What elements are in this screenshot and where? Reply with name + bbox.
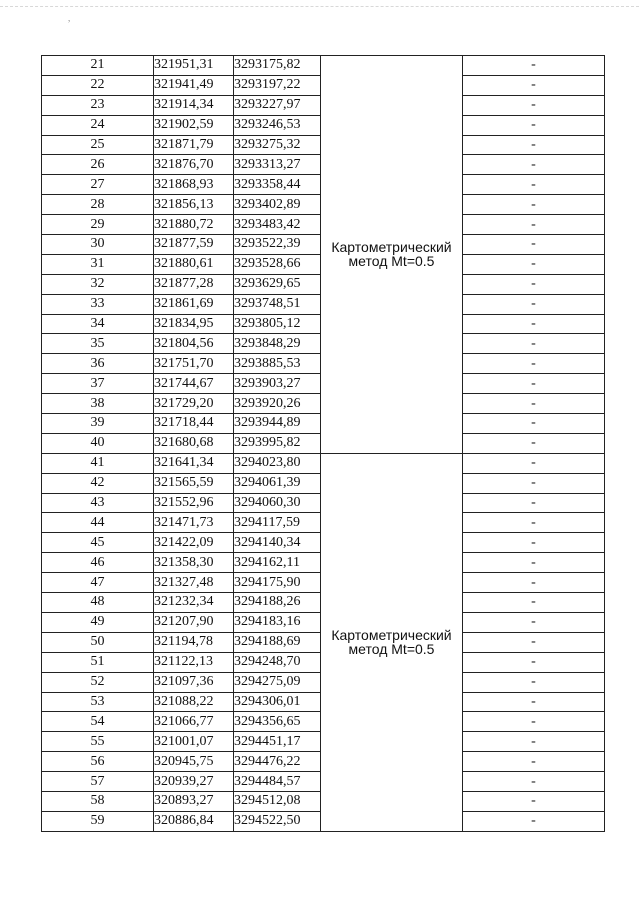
x-coordinate-cell: 321877,28 (154, 274, 234, 294)
x-coordinate-cell: 321751,70 (154, 354, 234, 374)
dash-cell: - (463, 652, 605, 672)
y-coordinate-cell: 3294248,70 (234, 652, 321, 672)
y-coordinate-cell: 3294162,11 (234, 553, 321, 573)
dash-cell: - (463, 553, 605, 573)
x-coordinate-cell: 321122,13 (154, 652, 234, 672)
method-name: Картометрический (331, 239, 452, 256)
y-coordinate-cell: 3293848,29 (234, 334, 321, 354)
x-coordinate-cell: 321097,36 (154, 672, 234, 692)
x-coordinate-cell: 321729,20 (154, 394, 234, 414)
method-cell (321, 453, 463, 831)
dash-cell: - (463, 175, 605, 195)
y-coordinate-cell: 3294183,16 (234, 612, 321, 632)
point-number-cell: 34 (42, 314, 154, 334)
dash-cell: - (463, 593, 605, 613)
y-coordinate-cell: 3293748,51 (234, 294, 321, 314)
dash-cell: - (463, 513, 605, 533)
dash-cell: - (463, 95, 605, 115)
y-coordinate-cell: 3293246,53 (234, 115, 321, 135)
y-coordinate-cell: 3293522,39 (234, 235, 321, 255)
point-number-cell: 51 (42, 652, 154, 672)
point-number-cell: 26 (42, 155, 154, 175)
y-coordinate-cell: 3294451,17 (234, 732, 321, 752)
y-coordinate-cell: 3293629,65 (234, 274, 321, 294)
x-coordinate-cell: 321902,59 (154, 115, 234, 135)
point-number-cell: 52 (42, 672, 154, 692)
point-number-cell: 43 (42, 493, 154, 513)
y-coordinate-cell: 3293483,42 (234, 215, 321, 235)
x-coordinate-cell: 321552,96 (154, 493, 234, 513)
y-coordinate-cell: 3294306,01 (234, 692, 321, 712)
dash-cell: - (463, 752, 605, 772)
y-coordinate-cell: 3294275,09 (234, 672, 321, 692)
point-number-cell: 42 (42, 473, 154, 493)
x-coordinate-cell: 321001,07 (154, 732, 234, 752)
dash-cell: - (463, 573, 605, 593)
scan-header-line (0, 6, 639, 8)
x-coordinate-cell: 320893,27 (154, 791, 234, 811)
point-number-cell: 40 (42, 433, 154, 453)
point-number-cell: 35 (42, 334, 154, 354)
point-number-cell: 55 (42, 732, 154, 752)
x-coordinate-cell: 321680,68 (154, 433, 234, 453)
x-coordinate-cell: 321868,93 (154, 175, 234, 195)
dash-cell: - (463, 811, 605, 831)
coordinates-table (41, 55, 605, 832)
coordinates-table-body (42, 56, 605, 832)
point-number-cell: 58 (42, 791, 154, 811)
point-number-cell: 49 (42, 612, 154, 632)
x-coordinate-cell: 321914,34 (154, 95, 234, 115)
y-coordinate-cell: 3293885,53 (234, 354, 321, 374)
dash-cell: - (463, 195, 605, 215)
point-number-cell: 54 (42, 712, 154, 732)
x-coordinate-cell: 321871,79 (154, 135, 234, 155)
x-coordinate-cell: 321804,56 (154, 334, 234, 354)
dash-cell: - (463, 235, 605, 255)
x-coordinate-cell: 321565,59 (154, 473, 234, 493)
point-number-cell: 21 (42, 56, 154, 76)
point-number-cell: 57 (42, 772, 154, 792)
y-coordinate-cell: 3293313,27 (234, 155, 321, 175)
dash-cell: - (463, 692, 605, 712)
point-number-cell: 44 (42, 513, 154, 533)
x-coordinate-cell: 321422,09 (154, 533, 234, 553)
dash-cell: - (463, 473, 605, 493)
y-coordinate-cell: 3293358,44 (234, 175, 321, 195)
x-coordinate-cell: 321856,13 (154, 195, 234, 215)
point-number-cell: 39 (42, 414, 154, 434)
point-number-cell: 48 (42, 593, 154, 613)
x-coordinate-cell: 321066,77 (154, 712, 234, 732)
y-coordinate-cell: 3293944,89 (234, 414, 321, 434)
point-number-cell: 46 (42, 553, 154, 573)
point-number-cell: 28 (42, 195, 154, 215)
dash-cell: - (463, 414, 605, 434)
x-coordinate-cell: 321861,69 (154, 294, 234, 314)
x-coordinate-cell: 321207,90 (154, 612, 234, 632)
x-coordinate-cell: 321641,34 (154, 453, 234, 473)
x-coordinate-cell: 321327,48 (154, 573, 234, 593)
x-coordinate-cell: 321880,61 (154, 254, 234, 274)
y-coordinate-cell: 3293920,26 (234, 394, 321, 414)
method-cell (321, 56, 463, 454)
y-coordinate-cell: 3294476,22 (234, 752, 321, 772)
point-number-cell: 25 (42, 135, 154, 155)
point-number-cell: 32 (42, 274, 154, 294)
x-coordinate-cell: 321232,34 (154, 593, 234, 613)
point-number-cell: 50 (42, 632, 154, 652)
x-coordinate-cell: 321718,44 (154, 414, 234, 434)
table-row (42, 453, 605, 473)
method-precision: метод Mt=0.5 (348, 641, 435, 658)
dash-cell: - (463, 533, 605, 553)
method-precision: метод Mt=0.5 (348, 253, 435, 270)
dash-cell: - (463, 354, 605, 374)
point-number-cell: 24 (42, 115, 154, 135)
y-coordinate-cell: 3294175,90 (234, 573, 321, 593)
x-coordinate-cell: 321194,78 (154, 632, 234, 652)
x-coordinate-cell: 321941,49 (154, 75, 234, 95)
y-coordinate-cell: 3294061,39 (234, 473, 321, 493)
point-number-cell: 29 (42, 215, 154, 235)
y-coordinate-cell: 3294117,59 (234, 513, 321, 533)
dash-cell: - (463, 791, 605, 811)
dash-cell: - (463, 294, 605, 314)
y-coordinate-cell: 3294512,08 (234, 791, 321, 811)
y-coordinate-cell: 3294188,69 (234, 632, 321, 652)
dash-cell: - (463, 56, 605, 76)
dash-cell: - (463, 155, 605, 175)
dash-cell: - (463, 732, 605, 752)
point-number-cell: 38 (42, 394, 154, 414)
dash-cell: - (463, 772, 605, 792)
dash-cell: - (463, 433, 605, 453)
scan-artifact: , (68, 13, 71, 23)
x-coordinate-cell: 321744,67 (154, 374, 234, 394)
dash-cell: - (463, 632, 605, 652)
point-number-cell: 53 (42, 692, 154, 712)
point-number-cell: 31 (42, 254, 154, 274)
dash-cell: - (463, 612, 605, 632)
x-coordinate-cell: 321834,95 (154, 314, 234, 334)
y-coordinate-cell: 3294060,30 (234, 493, 321, 513)
y-coordinate-cell: 3293227,97 (234, 95, 321, 115)
point-number-cell: 23 (42, 95, 154, 115)
dash-cell: - (463, 394, 605, 414)
x-coordinate-cell: 320886,84 (154, 811, 234, 831)
point-number-cell: 41 (42, 453, 154, 473)
x-coordinate-cell: 320939,27 (154, 772, 234, 792)
dash-cell: - (463, 334, 605, 354)
dash-cell: - (463, 493, 605, 513)
table-row (42, 56, 605, 76)
y-coordinate-cell: 3294484,57 (234, 772, 321, 792)
dash-cell: - (463, 374, 605, 394)
y-coordinate-cell: 3293175,82 (234, 56, 321, 76)
dash-cell: - (463, 115, 605, 135)
x-coordinate-cell: 321088,22 (154, 692, 234, 712)
point-number-cell: 47 (42, 573, 154, 593)
point-number-cell: 30 (42, 235, 154, 255)
y-coordinate-cell: 3293805,12 (234, 314, 321, 334)
dash-cell: - (463, 135, 605, 155)
point-number-cell: 22 (42, 75, 154, 95)
x-coordinate-cell: 321880,72 (154, 215, 234, 235)
dash-cell: - (463, 254, 605, 274)
dash-cell: - (463, 453, 605, 473)
y-coordinate-cell: 3294356,65 (234, 712, 321, 732)
point-number-cell: 45 (42, 533, 154, 553)
x-coordinate-cell: 321877,59 (154, 235, 234, 255)
x-coordinate-cell: 321951,31 (154, 56, 234, 76)
dash-cell: - (463, 274, 605, 294)
y-coordinate-cell: 3293995,82 (234, 433, 321, 453)
y-coordinate-cell: 3293903,27 (234, 374, 321, 394)
x-coordinate-cell: 321358,30 (154, 553, 234, 573)
dash-cell: - (463, 215, 605, 235)
y-coordinate-cell: 3294023,80 (234, 453, 321, 473)
y-coordinate-cell: 3293528,66 (234, 254, 321, 274)
point-number-cell: 59 (42, 811, 154, 831)
x-coordinate-cell: 321876,70 (154, 155, 234, 175)
y-coordinate-cell: 3293402,89 (234, 195, 321, 215)
method-name: Картометрический (331, 627, 452, 644)
point-number-cell: 33 (42, 294, 154, 314)
dash-cell: - (463, 314, 605, 334)
dash-cell: - (463, 712, 605, 732)
y-coordinate-cell: 3294140,34 (234, 533, 321, 553)
y-coordinate-cell: 3294188,26 (234, 593, 321, 613)
point-number-cell: 27 (42, 175, 154, 195)
y-coordinate-cell: 3293275,32 (234, 135, 321, 155)
point-number-cell: 56 (42, 752, 154, 772)
y-coordinate-cell: 3293197,22 (234, 75, 321, 95)
x-coordinate-cell: 320945,75 (154, 752, 234, 772)
x-coordinate-cell: 321471,73 (154, 513, 234, 533)
point-number-cell: 36 (42, 354, 154, 374)
dash-cell: - (463, 672, 605, 692)
y-coordinate-cell: 3294522,50 (234, 811, 321, 831)
point-number-cell: 37 (42, 374, 154, 394)
dash-cell: - (463, 75, 605, 95)
